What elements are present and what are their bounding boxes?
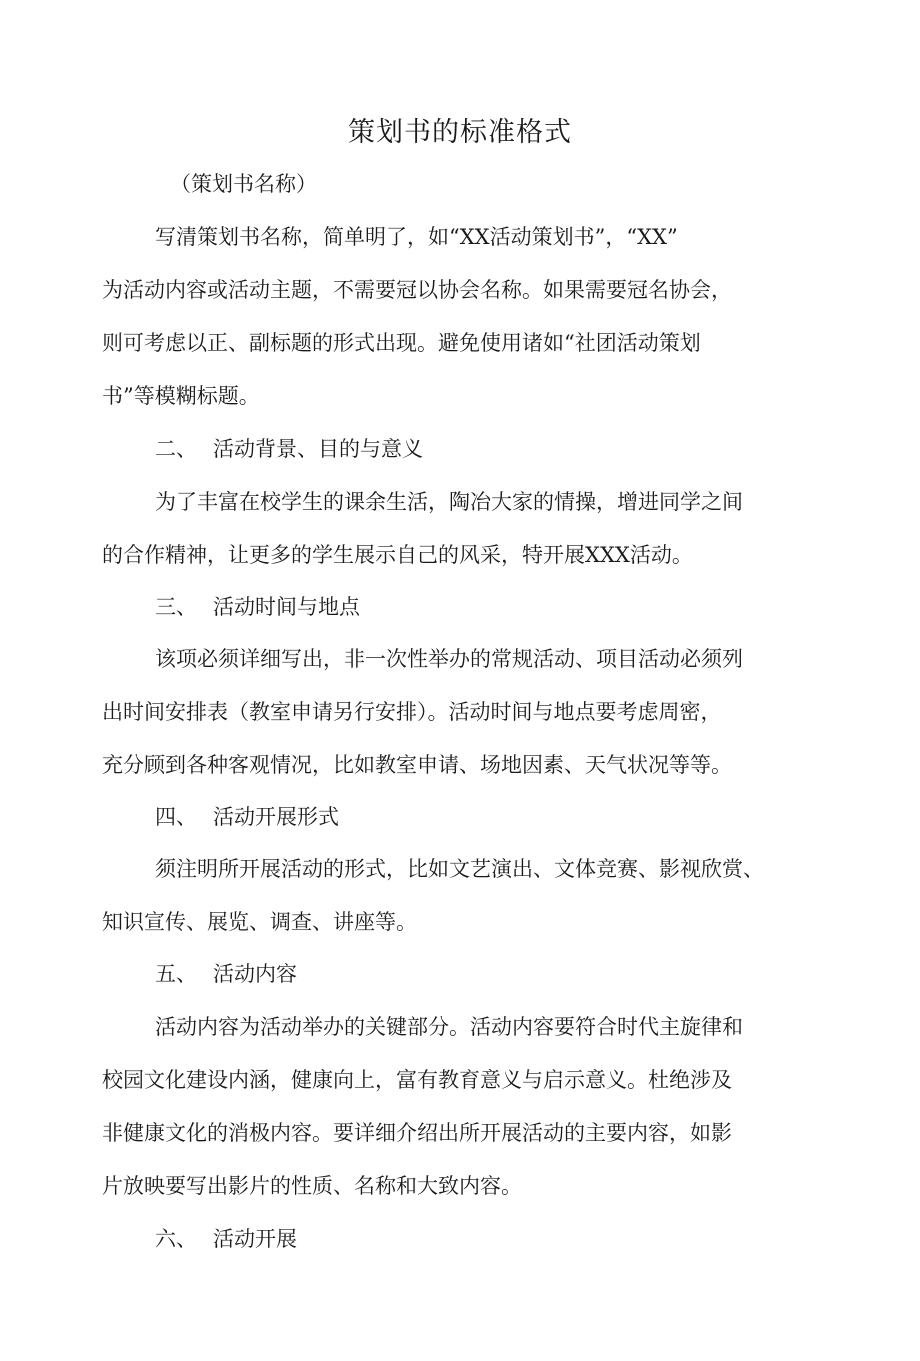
section-heading-text: 活动内容 <box>213 962 297 986</box>
section-heading-text: 活动开展形式 <box>213 805 339 829</box>
section-number: 五、 <box>155 962 197 986</box>
section-heading-text: 活动背景、目的与意义 <box>213 437 423 461</box>
paragraph-line: 则可考虑以正、副标题的形式出现。避免使用诸如“社团活动策划 <box>102 331 701 355</box>
paragraph-line: 出时间安排表（教室申请另行安排）。活动时间与地点要考虑周密， <box>102 700 722 724</box>
section-number: 二、 <box>155 437 197 461</box>
section-heading-text: 活动开展 <box>213 1227 297 1251</box>
section-number: 四、 <box>155 805 197 829</box>
paragraph-line: 的合作精神，让更多的学生展示自己的风采，特开展XXX活动。 <box>102 543 693 567</box>
paragraph-line: 校园文化建设内涵，健康向上，富有教育意义与启示意义。杜绝涉及 <box>102 1068 732 1092</box>
section-heading <box>155 435 855 463</box>
paragraph-line: 充分顾到各种客观情况，比如教室申请、场地因素、天气状况等等。 <box>102 753 732 777</box>
document-subtitle: （策划书名称） <box>170 172 317 196</box>
section-number: 六、 <box>155 1227 197 1251</box>
paragraph-line: 该项必须详细写出，非一次性举办的常规活动、项目活动必须列 <box>155 647 743 671</box>
section-number: 三、 <box>155 595 197 619</box>
paragraph-line: 活动内容为活动举办的关键部分。活动内容要符合时代主旋律和 <box>155 1015 743 1039</box>
section-heading <box>155 593 855 621</box>
paragraph-line: 写清策划书名称，简单明了，如“XX活动策划书”，“XX” <box>155 225 678 249</box>
section-heading <box>155 1225 855 1253</box>
paragraph-line: 非健康文化的消极内容。要详细介绍出所开展活动的主要内容，如影 <box>102 1121 732 1145</box>
paragraph-line: 为了丰富在校学生的课余生活，陶冶大家的情操，增进同学之间 <box>155 490 743 514</box>
paragraph-line: 书”等模糊标题。 <box>102 384 260 408</box>
section-heading <box>155 803 855 831</box>
paragraph-line: 知识宣传、展览、调查、讲座等。 <box>102 910 417 934</box>
paragraph-line: 须注明所开展活动的形式，比如文艺演出、文体竞赛、影视欣赏、 <box>155 857 764 881</box>
section-heading-text: 活动时间与地点 <box>213 595 360 619</box>
paragraph-line: 片放映要写出影片的性质、名称和大致内容。 <box>102 1174 522 1198</box>
section-heading <box>155 960 855 988</box>
document-title: 策划书的标准格式 <box>348 117 572 148</box>
paragraph-line: 为活动内容或活动主题，不需要冠以协会名称。如果需要冠名协会， <box>102 278 732 302</box>
